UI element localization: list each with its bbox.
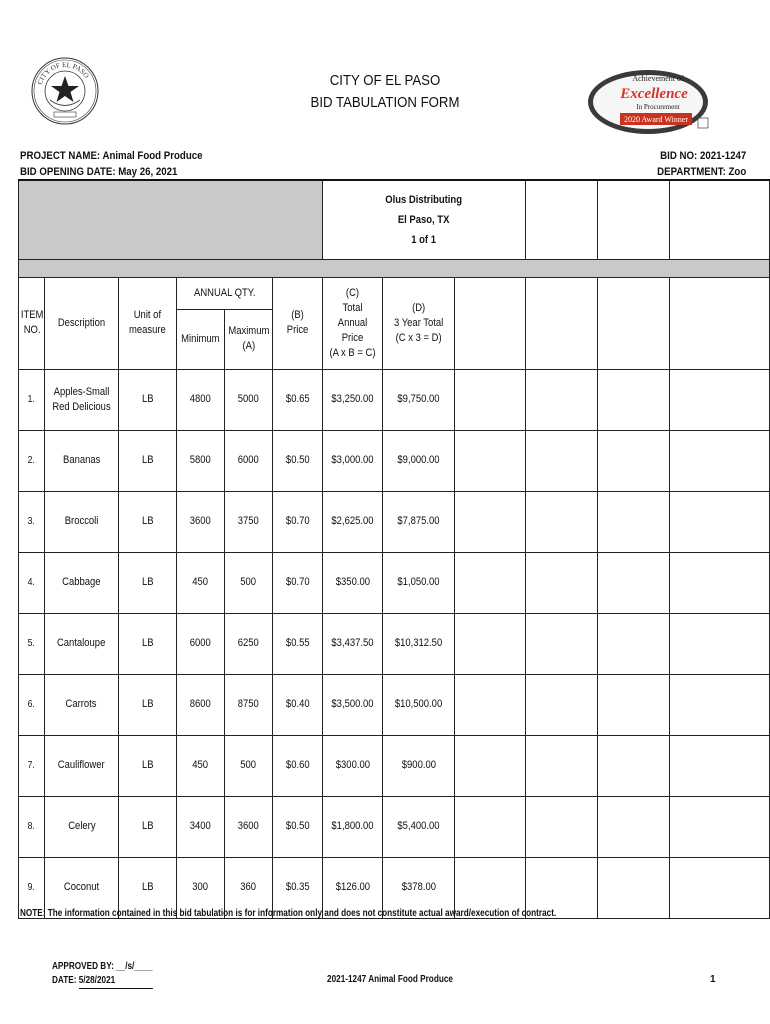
table-row: [19, 735, 770, 796]
item-maximum: 3750: [225, 491, 273, 552]
item-empty-cell: [670, 491, 770, 552]
item-annual-total: $3,437.50: [323, 613, 383, 674]
col-three-year: (D) 3 Year Total (C x 3 = D): [383, 277, 455, 369]
disclaimer-note: NOTE: The information contained in this bid tabulation is for information only and does not constitute actual award/execution of contract.: [20, 908, 557, 919]
award-badge: [586, 66, 720, 138]
item-description: Apples-Small Red Delicious: [45, 369, 119, 430]
col-item-no: ITEM NO.: [19, 277, 45, 369]
city-seal-logo: [30, 56, 100, 126]
item-maximum: 5000: [225, 369, 273, 430]
item-empty-cell: [455, 369, 526, 430]
item-empty-cell: [598, 674, 670, 735]
item-empty-cell: [670, 613, 770, 674]
item-empty-cell: [526, 430, 598, 491]
item-unit: LB: [119, 552, 177, 613]
item-price: $0.70: [273, 552, 323, 613]
item-empty-cell: [526, 552, 598, 613]
table-row: [19, 552, 770, 613]
item-empty-cell: [455, 796, 526, 857]
item-unit: LB: [119, 430, 177, 491]
award-line-2: Excellence: [620, 86, 688, 102]
item-price: $0.35: [273, 857, 323, 918]
item-price: $0.60: [273, 735, 323, 796]
item-price: $0.40: [273, 674, 323, 735]
item-no: 4.: [19, 552, 45, 613]
col-maximum: Maximum (A): [225, 309, 273, 369]
item-no: 8.: [19, 796, 45, 857]
item-unit: LB: [119, 796, 177, 857]
bid-tabulation-table: [18, 179, 770, 919]
item-unit: LB: [119, 369, 177, 430]
item-minimum: 450: [177, 552, 225, 613]
approved-by-value: __/s/____: [116, 961, 153, 972]
title-line-2: BID TABULATION FORM: [310, 94, 460, 111]
meta-left: [20, 148, 203, 180]
vendor-city: El Paso, TX: [398, 213, 450, 226]
column-header-row-1: [19, 277, 770, 309]
vendor-empty-2: [598, 180, 670, 259]
col-description: Description: [45, 277, 119, 369]
bid-opening-date: BID OPENING DATE: May 26, 2021: [20, 166, 178, 178]
item-empty-cell: [455, 613, 526, 674]
item-empty-cell: [526, 369, 598, 430]
item-empty-cell: [670, 369, 770, 430]
item-maximum: 8750: [225, 674, 273, 735]
item-price: $0.50: [273, 430, 323, 491]
gray-band-row: [19, 259, 770, 277]
item-no: 6.: [19, 674, 45, 735]
item-description: Carrots: [45, 674, 119, 735]
item-price: $0.70: [273, 491, 323, 552]
item-price: $0.55: [273, 613, 323, 674]
vendor-name: Olus Distributing: [385, 193, 463, 206]
item-description: Cantaloupe: [45, 613, 119, 674]
table-row: [19, 674, 770, 735]
date-value: 5/28/2021: [79, 974, 153, 989]
vendor-empty-1: [526, 180, 598, 259]
page-number: 1: [710, 974, 716, 985]
item-description: Cabbage: [45, 552, 119, 613]
vendor-empty-3: [670, 180, 770, 259]
col-annual-qty: ANNUAL QTY.: [177, 277, 273, 309]
item-empty-cell: [598, 796, 670, 857]
item-minimum: 450: [177, 735, 225, 796]
item-annual-total: $3,250.00: [323, 369, 383, 430]
approval-block: [52, 960, 153, 989]
item-empty-cell: [526, 613, 598, 674]
item-no: 5.: [19, 613, 45, 674]
item-empty-cell: [598, 552, 670, 613]
item-unit: LB: [119, 735, 177, 796]
svg-text:CITY OF EL PASO: CITY OF EL PASO: [35, 60, 91, 86]
item-price: $0.65: [273, 369, 323, 430]
item-empty-cell: [670, 430, 770, 491]
approved-by-label: APPROVED BY:: [52, 961, 114, 972]
item-empty-cell: [670, 674, 770, 735]
item-three-year-total: $900.00: [383, 735, 455, 796]
item-no: 3.: [19, 491, 45, 552]
col-empty-4: [670, 277, 770, 369]
col-minimum: Minimum: [177, 309, 225, 369]
item-empty-cell: [670, 735, 770, 796]
item-empty-cell: [455, 491, 526, 552]
item-minimum: 4800: [177, 369, 225, 430]
item-empty-cell: [526, 796, 598, 857]
award-line-4: 2020 Award Winner: [623, 115, 689, 124]
item-rows: [19, 369, 770, 918]
item-empty-cell: [598, 369, 670, 430]
date-label: DATE:: [52, 975, 77, 986]
item-unit: LB: [119, 674, 177, 735]
item-three-year-total: $10,500.00: [383, 674, 455, 735]
item-maximum: 360: [225, 857, 273, 918]
item-unit: LB: [119, 857, 177, 918]
item-description: Cauliflower: [45, 735, 119, 796]
item-annual-total: $3,000.00: [323, 430, 383, 491]
item-minimum: 300: [177, 857, 225, 918]
item-description: Coconut: [45, 857, 119, 918]
col-empty-1: [455, 277, 526, 369]
item-annual-total: $350.00: [323, 552, 383, 613]
item-annual-total: $3,500.00: [323, 674, 383, 735]
item-empty-cell: [526, 491, 598, 552]
item-annual-total: $300.00: [323, 735, 383, 796]
item-maximum: 500: [225, 735, 273, 796]
item-annual-total: $126.00: [323, 857, 383, 918]
item-no: 7.: [19, 735, 45, 796]
item-three-year-total: $7,875.00: [383, 491, 455, 552]
award-line-1: Achievement of: [632, 74, 684, 83]
col-total-annual: (C) Total Annual Price (A x B = C): [323, 277, 383, 369]
bid-number: BID NO: 2021-1247: [659, 150, 746, 162]
table-row: [19, 430, 770, 491]
item-empty-cell: [598, 735, 670, 796]
item-three-year-total: $10,312.50: [383, 613, 455, 674]
item-empty-cell: [670, 552, 770, 613]
item-description: Bananas: [45, 430, 119, 491]
vendor-header-blank: [19, 180, 323, 259]
item-minimum: 3400: [177, 796, 225, 857]
table-row: [19, 796, 770, 857]
item-three-year-total: $9,000.00: [383, 430, 455, 491]
col-price: (B) Price: [273, 277, 323, 369]
gray-band: [19, 259, 770, 277]
item-no: 2.: [19, 430, 45, 491]
award-line-3: In Procurement: [636, 103, 680, 111]
item-empty-cell: [670, 857, 770, 918]
item-minimum: 8600: [177, 674, 225, 735]
item-minimum: 5800: [177, 430, 225, 491]
vendor-info: [323, 180, 526, 259]
title-line-1: CITY OF EL PASO: [329, 72, 441, 89]
item-description: Broccoli: [45, 491, 119, 552]
item-maximum: 6250: [225, 613, 273, 674]
vendor-page: 1 of 1: [411, 233, 437, 246]
item-empty-cell: [455, 674, 526, 735]
table-row: [19, 491, 770, 552]
item-empty-cell: [598, 613, 670, 674]
item-three-year-total: $5,400.00: [383, 796, 455, 857]
table-row: [19, 613, 770, 674]
item-minimum: 3600: [177, 491, 225, 552]
col-empty-3: [598, 277, 670, 369]
item-empty-cell: [526, 674, 598, 735]
item-maximum: 3600: [225, 796, 273, 857]
item-empty-cell: [670, 796, 770, 857]
vendor-header-row: [19, 180, 770, 259]
item-three-year-total: $378.00: [383, 857, 455, 918]
item-minimum: 6000: [177, 613, 225, 674]
document-name: 2021-1247 Animal Food Produce: [327, 974, 453, 985]
item-empty-cell: [455, 552, 526, 613]
item-maximum: 500: [225, 552, 273, 613]
item-empty-cell: [526, 735, 598, 796]
item-three-year-total: $1,050.00: [383, 552, 455, 613]
item-annual-total: $1,800.00: [323, 796, 383, 857]
department: DEPARTMENT: Zoo: [656, 166, 746, 178]
item-annual-total: $2,625.00: [323, 491, 383, 552]
item-empty-cell: [598, 857, 670, 918]
item-no: 9.: [19, 857, 45, 918]
item-maximum: 6000: [225, 430, 273, 491]
item-description: Celery: [45, 796, 119, 857]
item-unit: LB: [119, 491, 177, 552]
col-empty-2: [526, 277, 598, 369]
item-empty-cell: [455, 430, 526, 491]
meta-right: [657, 148, 746, 180]
item-price: $0.50: [273, 796, 323, 857]
item-three-year-total: $9,750.00: [383, 369, 455, 430]
col-unit: Unit of measure: [119, 277, 177, 369]
project-name: PROJECT NAME: Animal Food Produce: [20, 150, 203, 162]
item-empty-cell: [455, 735, 526, 796]
item-empty-cell: [598, 430, 670, 491]
item-unit: LB: [119, 613, 177, 674]
table-row: [19, 369, 770, 430]
item-empty-cell: [598, 491, 670, 552]
item-no: 1.: [19, 369, 45, 430]
